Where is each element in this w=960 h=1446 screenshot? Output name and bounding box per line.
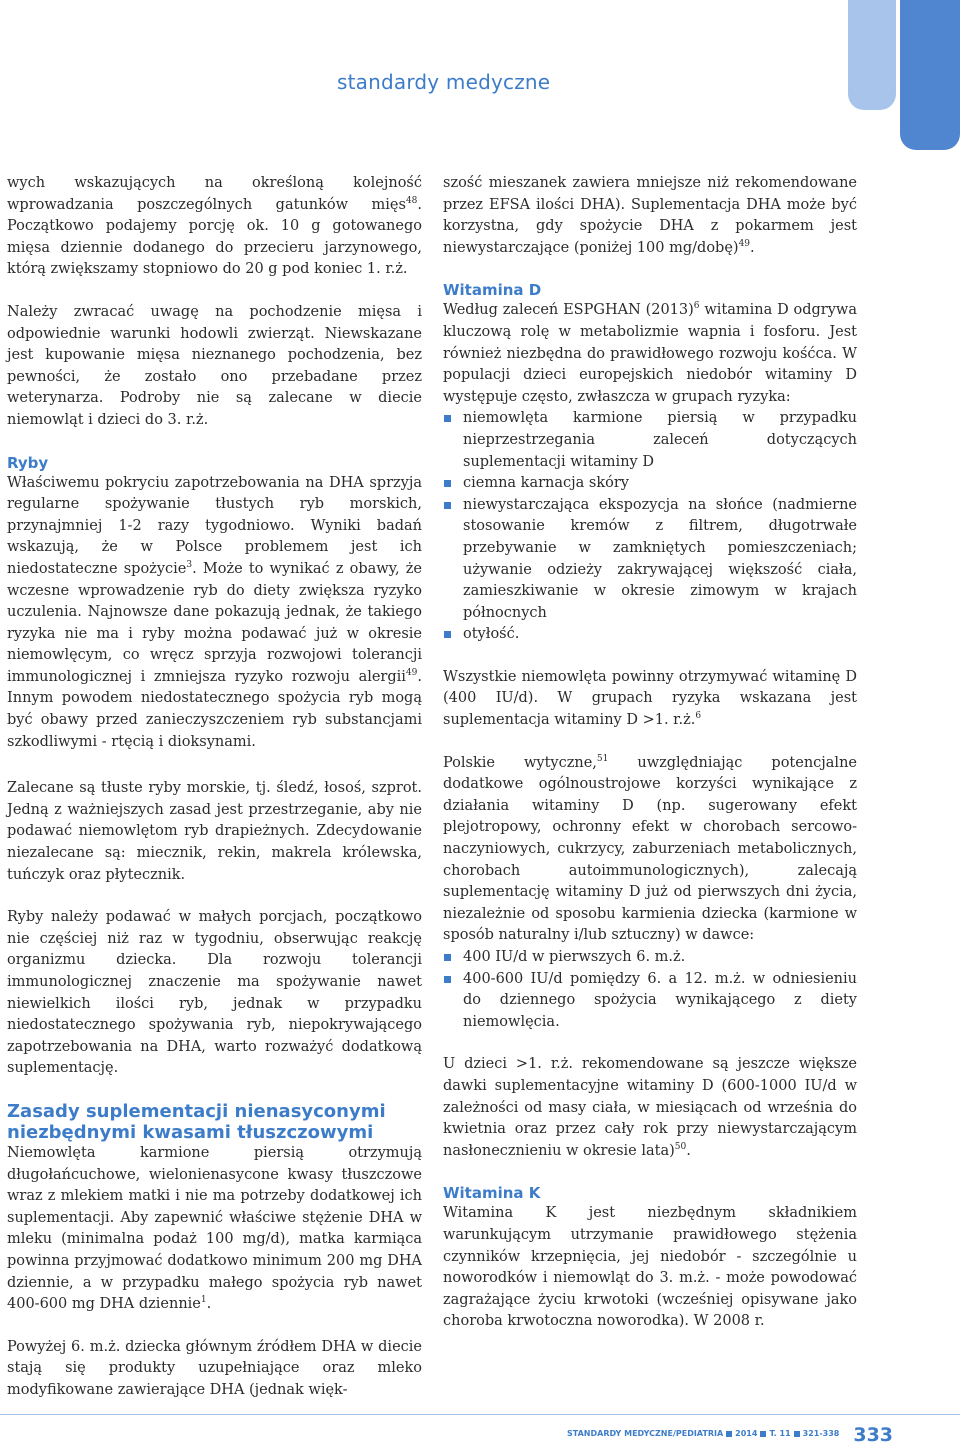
bullet-square-icon xyxy=(444,954,451,961)
list-item: ciemna karnacja skóry xyxy=(443,473,857,495)
list-item: otyłość. xyxy=(443,624,857,646)
paragraph: wych wskazujących na określoną kolejność wprowadzania poszczególnych gatunków mięs$^{48}$. Początkowo podajemy porcję ok. 10 g gotowanego mięsa dziennie dodanego do przecieru jarzynowego, którą zwiększamy stopniowo do 20 g pod koniec 1. r.ż. xyxy=(7,175,422,278)
corner-tab-dark xyxy=(900,0,960,150)
footer-square-icon xyxy=(794,1431,800,1437)
heading-witamina-d: Witamina D xyxy=(443,281,542,300)
page-footer xyxy=(567,1424,893,1446)
footer-year: 2014 xyxy=(735,1429,758,1438)
list-item: niewystarczająca ekspozycja na słońce (nadmierne stosowanie kremów z filtrem, długotrwałe przebywanie w zamkniętych pomieszczeniach; używanie odzieży zakrywającej większość ciała, zamieszkiwanie w okresie zimowym w krajach północnych xyxy=(443,495,857,625)
bullet-square-icon xyxy=(444,480,451,487)
paragraph: Polskie wytyczne,$^{51}$ uwzględniając potencjalne dodatkowe ogólnoustrojowe korzyści wynikające z działania witaminy D (np. sugerowany efekt plejotropowy, ochronny efekt w chorobach sercowo-naczyniowych, cukrzycy, zaburzeniach metabolicznych, chorobach autoimmunologicznych), zalecają suplementację witaminy D już od pierwszych dni życia, niezależnie od sposobu karmienia dziecka (karmione w sposób naturalny i/lub sztuczny) w dawce: xyxy=(443,753,857,944)
paragraph: Zalecane są tłuste ryby morskie, tj. śledź, łosoś, szprot. Jedną z ważniejszych zasad jest przestrzeganie, aby nie podawać niemowlętom ryb drapieżnych. Zdecydowanie niezalecane są: miecznik, rekin, makrela królewska, tuńczyk oraz płytecznik. xyxy=(7,780,422,883)
corner-tab-light xyxy=(848,0,896,110)
paragraph: Niemowlęta karmione piersią otrzymują długołańcuchowe, wielonienasycone kwasy tłuszczowe wraz z mlekiem matki i nie ma potrzeby dodatkowej ich suplementacji. Aby zapewnić właściwe stężenie DHA w mleku (minimalna podaż 100 mg/d), matka karmiąca powinna przyjmować dodatkowo minimum 200 mg DHA dziennie, a w przypadku małego spożycia ryb nawet 400-600 mg DHA dziennie$^1$. xyxy=(7,1144,422,1313)
risk-group-list xyxy=(443,408,857,646)
paragraph: Właściwemu pokryciu zapotrzebowania na DHA sprzyja regularne spożywanie tłustych ryb morskich, przynajmniej 1-2 razy tygodniowo. Wyniki badań wskazują, że w Polsce problemem jest ich niedostateczne spożycie$^3$. Może to wynikać z obawy, że wczesne wprowadzenie ryb do diety zwiększa ryzyko uczulenia. Najnowsze dane pokazują jednak, że takiego ryzyka nie ma i ryby można podawać już w okresie niemowlęcym, co wręcz sprzyja rozwojowi tolerancji immunologicznej i zmniejsza ryzyko rozwoju alergii$^{49}$. Innym powodem niedostatecznego spożycia ryb mogą być obawy przed zanieczyszczeniem ryb substancjami szkodliwymi - rtęcią i dioksynami. xyxy=(7,474,422,750)
page-number: 333 xyxy=(853,1424,894,1446)
bullet-square-icon xyxy=(444,502,451,509)
bullet-square-icon xyxy=(444,415,451,422)
paragraph: Witamina K jest niezbędnym składnikiem warunkującym utrzymanie prawidłowego stężenia czynników krzepnięcia, jej niedobór - szczególnie u noworodków i niemowląt do 3. m.ż. - może powodować zagrażające życiu krwotoki (wcześniej opisywane jako choroba krwotoczna noworodka). W 2008 r. xyxy=(443,1205,857,1330)
bullet-square-icon xyxy=(444,631,451,638)
heading-ryby: Ryby xyxy=(7,453,49,472)
footer-rule xyxy=(0,1414,960,1415)
section-title: standardy medyczne xyxy=(337,70,551,94)
footer-square-icon xyxy=(726,1431,732,1437)
list-item: 400 IU/d w pierwszych 6. m.ż. xyxy=(443,947,857,969)
paragraph: Wszystkie niemowlęta powinny otrzymywać witaminę D (400 IU/d). W grupach ryzyka wskazana jest suplementacja witaminy D >1. r.ż.$^6$ xyxy=(443,668,857,729)
journal-name: STANDARDY MEDYCZNE/PEDIATRIA xyxy=(567,1429,724,1438)
heading-witamina-k: Witamina K xyxy=(443,1184,541,1203)
footer-volume: T. 11 xyxy=(769,1429,791,1438)
paragraph: Należy zwracać uwagę na pochodzenie mięsa i odpowiednie warunki hodowli zwierząt. Niewskazane jest kupowanie mięsa nieznanego pochodzenia, bez pewności, że zostało ono przebadane przez weterynarza. Podroby nie są zalecane w diecie niemowląt i dzieci do 3. r.ż. xyxy=(7,303,422,428)
bullet-square-icon xyxy=(444,976,451,983)
paragraph: szość mieszanek zawiera mniejsze niż rekomendowane przez EFSA ilości DHA). Suplementacja DHA może być korzystna, gdy spożycie DHA z pokarmem jest niewystarczające (poniżej 100 mg/dobę)$^{49}$. xyxy=(443,175,857,256)
paragraph: Według zaleceń ESPGHAN $(2013)^6$ witamina D odgrywa kluczową rolę w metabolizmie wapnia i fosforu. Jest również niezbędna do prawidłowego rozwoju kośćca. W populacji dzieci europejskich niedobór witaminy D występuje często, zwłaszcza w grupach ryzyka: xyxy=(443,301,857,405)
list-item: niemowlęta karmione piersią w przypadku nieprzestrzegania zaleceń dotyczących suplementacji witaminy D xyxy=(443,408,857,473)
list-item: 400-600 IU/d pomiędzy 6. a 12. m.ż. w odniesieniu do dziennego spożycia wynikającego z diety niemowlęcia. xyxy=(443,969,857,1034)
paragraph: Powyżej 6. m.ż. dziecka głównym źródłem DHA w diecie stają się produkty uzupełniające oraz mleko modyfikowane zawierające DHA (jednak więk- xyxy=(7,1338,422,1398)
paragraph: Ryby należy podawać w małych porcjach, początkowo nie częściej niż raz w tygodniu, obserwując reakcję organizmu dziecka. Dla rozwoju tolerancji immunologicznej znaczenie ma spożywanie nawet niewielkich ilości ryb, jednak w przypadku niedostatecznego spożywania ryb, niepokrywającego zapotrzebowania na DHA, warto rozważyć dodatkową suplementację. xyxy=(7,909,422,1077)
corner-tabs-decoration xyxy=(848,0,960,160)
right-column xyxy=(443,173,857,1333)
dose-list xyxy=(443,947,857,1033)
footer-pages: 321-338 xyxy=(802,1429,840,1438)
footer-square-icon xyxy=(760,1431,766,1437)
heading-zasady-suplementacji: Zasady suplementacji nienasyconymi niezbędnymi kwasami tłuszczowymi xyxy=(7,1100,386,1143)
paragraph: U dzieci >1. r.ż. rekomendowane są jeszcze większe dawki suplementacyjne witaminy D (600-1000 IU/d w zależności od masy ciała, w miesiącach od września do kwietnia oraz przez cały rok przy niewystarczającym nasłonecznieniu w okresie lata)$^{50}$. xyxy=(443,1056,857,1159)
left-column xyxy=(7,173,422,1402)
